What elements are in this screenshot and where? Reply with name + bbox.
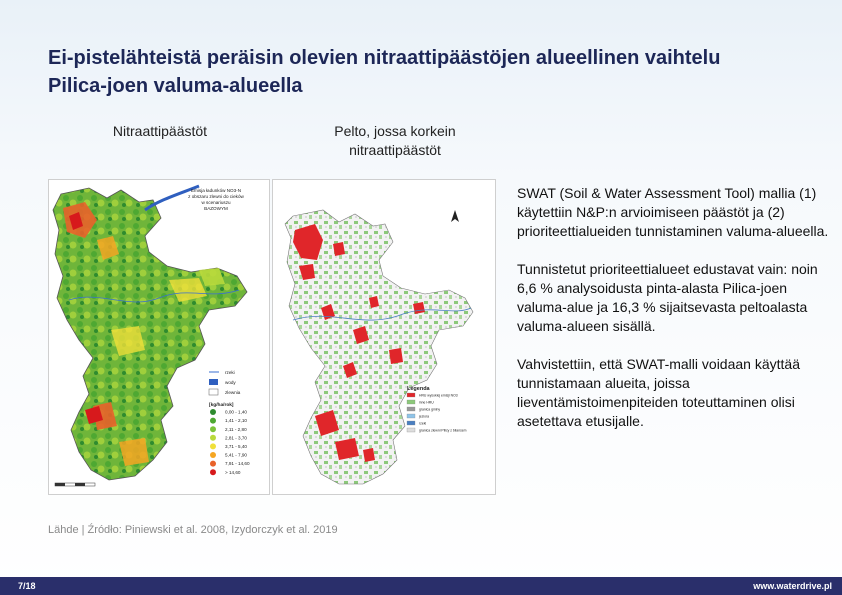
legend-class-swatch: [210, 469, 216, 475]
legend-class-swatch: [210, 409, 216, 415]
legend-class-label: 1,41 - 2,10: [225, 418, 247, 424]
footer-bar: [0, 577, 842, 595]
map2-legend-label: rzeki: [419, 421, 427, 426]
legend-class-label: 2,81 - 3,70: [225, 435, 247, 441]
nitrate-emission-map-graphic: [49, 180, 269, 494]
legend-class-label: 7,91 - 14,60: [225, 461, 250, 467]
map1-title-1: Emisja ładunków NO3-N: [190, 188, 242, 193]
legend-class-swatch: [210, 418, 216, 424]
body-text: [517, 184, 835, 450]
map2-legend-swatch: [407, 393, 415, 397]
map2-legend-label: granica zlewni Pilicy z bilansem: [419, 428, 467, 433]
legend-class-swatch: [210, 461, 216, 467]
slide-title-line2: Pilica-joen valuma-alueella: [48, 75, 303, 97]
priority-fields-map-graphic: [273, 180, 495, 494]
map2-legend: [407, 386, 467, 433]
legend-class-label: 5,41 - 7,90: [225, 452, 247, 458]
map1-scale-bar: [55, 483, 95, 486]
legend-class-label: 3,71 - 5,40: [225, 444, 247, 449]
footer-url[interactable]: www.waterdrive.pl: [753, 581, 832, 591]
legend-item-catchment: zlewnia: [225, 390, 241, 395]
right-map-caption: [290, 122, 500, 160]
legend-class-swatch: [210, 452, 216, 458]
map1-title-2: z obszaru zlewni do cieków: [188, 194, 244, 199]
legend-item-rivers: rzeki: [225, 370, 235, 375]
map1-legend: [209, 370, 250, 475]
map2-legend-swatch: [407, 414, 415, 418]
map2-legend-label: granica gminy: [419, 407, 441, 412]
priority-fields-map: [272, 179, 496, 495]
body-paragraph-2: Tunnistetut prioriteettialueet edustavat vain: noin 6,6 % analysoidusta pinta-alasta Pilica-joen valuma-alue ja 16,3 % sijaitsevasta peltoalasta valuma-alueen sisällä.: [517, 261, 818, 334]
page-number: 7/18: [18, 581, 36, 591]
nitrate-emission-map: [48, 179, 270, 495]
north-arrow-icon: [451, 210, 459, 222]
legend-class-label: 0,00 - 1,40: [225, 409, 247, 415]
legend-class-label: 2,11 - 2,80: [225, 426, 247, 432]
map2-legend-label: jeziora: [419, 414, 429, 419]
legend-unit: [kg/ha/rok]: [209, 403, 234, 408]
body-paragraph-1: SWAT (Soil & Water Assessment Tool) mallia (1) käytettiin N&P:n arvioimiseen päästöt ja (2) prioriteettialueiden tunnistaminen valuma-alueella.: [517, 185, 829, 239]
map1-title-4: BAZOWYM: [204, 206, 228, 211]
map1-title-3: w scenariuszu: [201, 200, 231, 205]
left-map-caption: Nitraattipäästöt: [112, 123, 208, 139]
legend-item-waters: wody: [225, 380, 236, 385]
slide-title: [48, 44, 808, 100]
map2-legend-title: Legenda: [407, 386, 430, 392]
map2-legend-label: HRU wysokiej emisji NO3: [419, 393, 458, 398]
right-caption-line2: nitraattipäästöt: [349, 142, 441, 158]
right-caption-line1: Pelto, jossa korkein: [334, 123, 456, 139]
legend-class-swatch: [210, 426, 216, 432]
source-citation: Lähde | Źródło: Piniewski et al. 2008, Izydorczyk et al. 2019: [48, 524, 338, 536]
legend-class-label: > 14,60: [225, 469, 241, 475]
slide-title-line1: Ei-pistelähteistä peräisin olevien nitraattipäästöjen alueellinen vaihtelu: [48, 47, 721, 69]
map2-legend-swatch: [407, 428, 415, 432]
map2-legend-swatch: [407, 400, 415, 404]
legend-class-swatch: [210, 443, 216, 449]
body-paragraph-3: Vahvistettiin, että SWAT-malli voidaan käyttää tunnistamaan alueita, joissa lieventämistoimenpiteiden toteuttaminen olisi asetettava etusijalle.: [517, 356, 800, 429]
map2-legend-swatch: [407, 407, 415, 411]
map2-legend-swatch: [407, 421, 415, 425]
legend-class-swatch: [210, 435, 216, 441]
map2-legend-label: inne HRU: [419, 400, 434, 405]
